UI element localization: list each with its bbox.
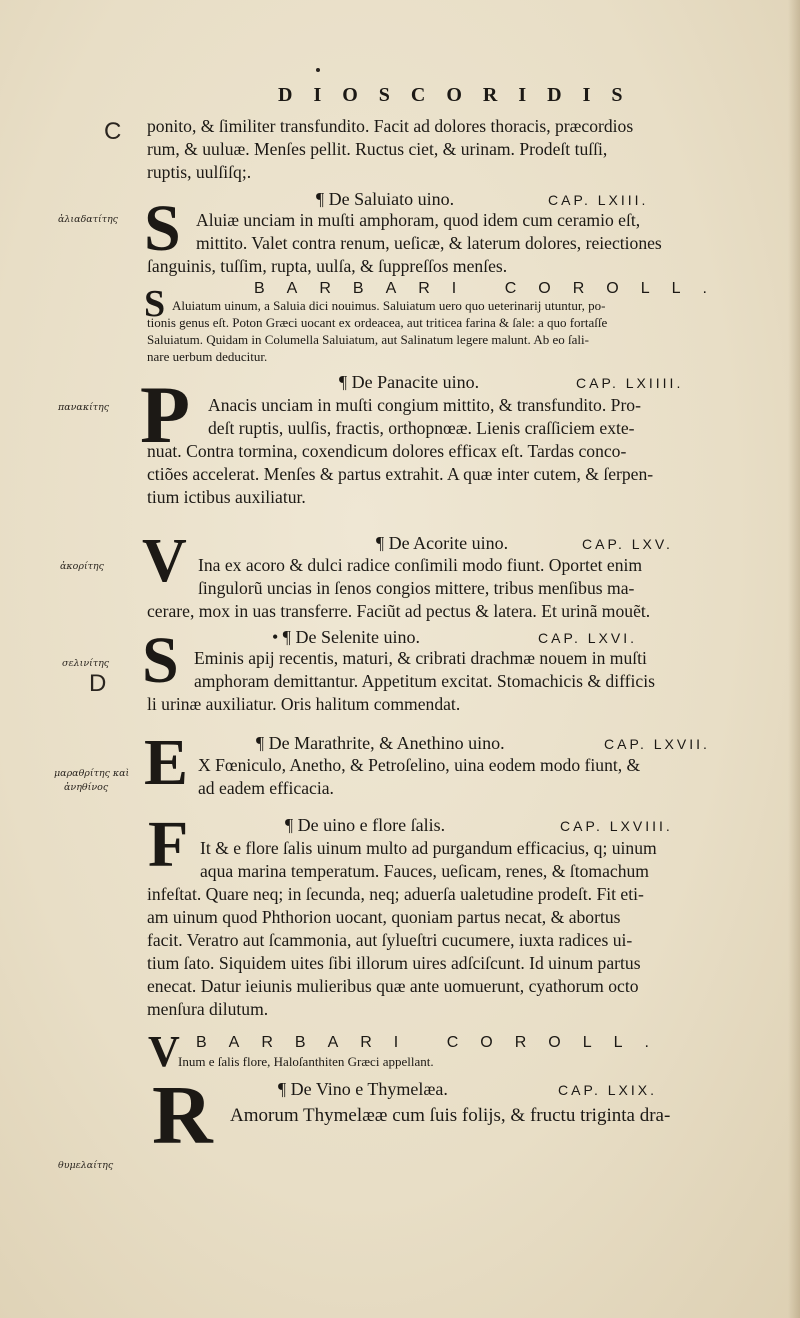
commentary-line: Inum e ſalis flore, Haloſanthiten Græci appellant.: [178, 1054, 434, 1069]
margin-note-marathrite: μαραθρίτης καὶ: [54, 768, 130, 779]
margin-note-anethine: ἀνηθίνος: [64, 782, 109, 793]
margin-note-thymelaea: θυμελαίτης: [58, 1160, 114, 1171]
text-line: aqua marina temperatum. Fauces, ueſicam, renes, & ſtomachum: [200, 861, 649, 881]
drop-initial: S: [144, 192, 181, 265]
commentary-line: Saluiatum. Quidam in Columella Saluiatum, aut Salinatum legere malunt. Ab eo ſali-: [147, 332, 589, 347]
text-line: menſura dilutum.: [147, 999, 269, 1019]
section-title: • ¶ De Selenite uino.: [272, 627, 420, 647]
drop-initial: F: [148, 808, 189, 881]
margin-letter-c: C: [104, 118, 122, 145]
text-line: ad eadem efficacia.: [198, 778, 334, 798]
text-line: mittito. Valet contra renum, ueſicæ, & laterum dolores, reiectiones: [196, 233, 662, 253]
drop-initial: S: [142, 624, 179, 697]
drop-initial: S: [144, 283, 166, 325]
text-line: tium ſato. Siquidem uites ſibi illorum uires adſciſcunt. Id uinum partus: [147, 953, 641, 973]
text-line: rum, & uuluæ. Menſes pellit. Ructus ciet, & urinam. Prodeſt tuſſi,: [147, 139, 608, 159]
margin-note-selenite: σελινίτης: [62, 658, 110, 669]
drop-initial: P: [140, 369, 191, 460]
commentary-line: Aluiatum uinum, a Saluia dici nouimus. Saluiatum uero quo ueterinarij utuntur, po-: [172, 298, 606, 313]
ornament-dot: [316, 68, 320, 72]
text-line: ponito, & ſimiliter transfundito. Facit ad dolores thoracis, præcordios: [147, 116, 634, 136]
text-line: nuat. Contra tormina, coxendicum dolores efficax eſt. Tardas conco-: [147, 441, 627, 461]
chapter-number: CAP. LXV.: [582, 536, 673, 552]
section-title: ¶ De Vino e Thymelæa.: [278, 1079, 448, 1099]
chapter-number: CAP. LXIII.: [548, 192, 649, 208]
barbari-heading: BARBARI COROLL.: [196, 1034, 671, 1051]
section-title: ¶ De Panacite uino.: [339, 372, 480, 392]
text-line: am uinum quod Phthorion uocant, quoniam partus necat, & abortus: [147, 907, 621, 927]
text-line: ſanguinis, tuſſim, rupta, uulſa, & ſuppreſſos menſes.: [147, 256, 508, 276]
chapter-number: CAP. LXVII.: [604, 736, 710, 752]
chapter-number: CAP. LXIX.: [558, 1082, 658, 1098]
text-line: Anacis unciam in muſti congium mittito, & transfundito. Pro-: [208, 395, 641, 415]
text-line: li urinæ auxiliatur. Oris halitum commendat.: [147, 694, 461, 714]
section-title: ¶ De Marathrite, & Anethino uino.: [256, 733, 505, 753]
text-line: infeſtat. Quare neq; in ſecunda, neq; aduerſa ualetudine prodeſt. Fit eti-: [147, 884, 644, 904]
text-line: enecat. Datur ieiunis mulieribus quæ ante uomuerunt, cyathorum octo: [147, 976, 639, 996]
text-line: ſingulorũ uncias in ſenos congios mittere, tribus menſibus ma-: [198, 578, 635, 598]
commentary-line: tionis genus eſt. Poton Græci uocant ex ordeacea, aut triticea farina & ſale: a quo fortaſſe: [147, 315, 608, 330]
section-title: ¶ De Acorite uino.: [376, 533, 509, 553]
text-line: Eminis apij recentis, maturi, & cribrati drachmæ nouem in muſti: [194, 648, 647, 668]
barbari-heading: BARBARI COROLL.: [254, 280, 729, 297]
text-line: Aluiæ unciam in muſti amphoram, quod idem cum ceramio eſt,: [196, 210, 641, 230]
text-line: Ina ex acoro & dulci radice conſimili modo fiunt. Oportet enim: [198, 555, 643, 575]
running-head: DIOSCORIDIS: [278, 84, 644, 106]
drop-initial: R: [152, 1069, 213, 1162]
text-line: amphoram demittantur. Appetitum excitat. Stomachicis & difficis: [194, 671, 655, 691]
section-title: ¶ De Saluiato uino.: [316, 189, 455, 209]
drop-initial: V: [142, 527, 187, 595]
text-line: X Fœniculo, Anetho, & Petroſelino, uina eodem modo fiunt, &: [198, 755, 641, 775]
margin-letter-d: D: [89, 670, 107, 697]
margin-note-panacite: πανακίτης: [58, 402, 110, 413]
text-line: tium ictibus auxiliatur.: [147, 487, 306, 507]
section-title: ¶ De uino e flore ſalis.: [285, 815, 446, 835]
text-line: deſt ruptis, uulſis, fractis, orthopnœæ. Lienis craſſiciem exte-: [208, 418, 635, 438]
drop-initial: E: [144, 726, 189, 799]
chapter-number: CAP. LXVI.: [538, 630, 638, 646]
commentary-line: nare uerbum deducitur.: [147, 349, 268, 364]
text-line: Amorum Thymelææ cum ſuis folijs, & fructu triginta dra-: [230, 1105, 671, 1126]
text-line: ctiões accelerat. Menſes & partus extrahit. A quæ inter cutem, & ſerpen-: [147, 464, 654, 484]
chapter-number: CAP. LXIIII.: [576, 375, 684, 391]
text-line: facit. Veratro aut ſcammonia, aut ſylueſtri cucumere, iuxta radices ui-: [147, 930, 633, 950]
chapter-number: CAP. LXVIII.: [560, 818, 673, 834]
page-edge-shadow: [788, 0, 800, 1318]
text-line: It & e flore ſalis uinum multo ad purgandum efficacius, q; uinum: [200, 838, 657, 858]
margin-note-acorite: ἀκορίτης: [60, 561, 104, 572]
drop-initial: V: [148, 1027, 180, 1076]
text-line: cerare, mox in uas transferre. Faciũt ad pectus & latera. Et urinã mouẽt.: [147, 601, 651, 621]
margin-note-saluiato: ἁλιαδατίτης: [58, 214, 118, 225]
text-line: ruptis, uulſiſq;.: [147, 162, 252, 182]
